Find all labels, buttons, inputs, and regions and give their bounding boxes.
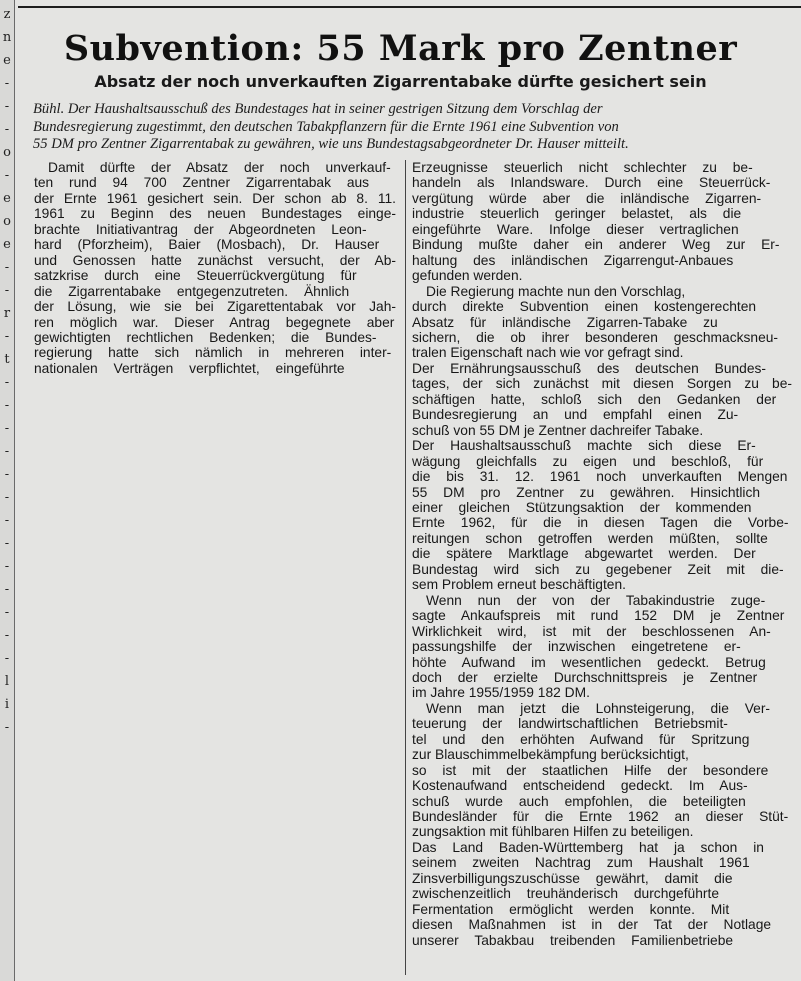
text-line: Das Land Baden-Württemberg hat ja schon in xyxy=(412,839,764,855)
text-line: Der Haushaltsausschuß machte sich diese Er- xyxy=(412,438,756,454)
margin-glyph: - xyxy=(4,99,10,114)
text-line: doch der erzielte Durchschnittspreis je Zentner xyxy=(412,669,758,685)
text-line: ren möglich war. Dieser Antrag begegnete aber xyxy=(34,314,395,330)
column-divider xyxy=(405,160,406,975)
margin-glyph: e xyxy=(3,53,11,68)
text-line: der Ernte 1961 gesichert sein. Der schon ab 8. 11. xyxy=(34,190,396,206)
text-line: gewichtigten rechtlichen Bedenken; die Bundes- xyxy=(34,329,377,345)
text-line: höhte Aufwand im wesentlichen gedeckt. Betrug xyxy=(412,654,766,670)
text-line: Erzeugnisse steuerlich nicht schlechter zu be- xyxy=(412,160,753,175)
left-column xyxy=(34,160,396,376)
text-line: so ist mit der staatlichen Hilfe der besondere xyxy=(412,762,769,778)
left-margin-strip xyxy=(0,0,15,981)
margin-glyph: - xyxy=(4,168,10,183)
text-line: Bindung mußte daher ein anderer Weg zur Er- xyxy=(412,237,780,253)
text-line: zur Blauschimmelbekämpfung berücksichtigt, xyxy=(412,747,689,763)
margin-glyph: o xyxy=(3,145,11,160)
text-line: vergütung würde aber die inländische Zigarren- xyxy=(412,190,762,206)
margin-glyph: - xyxy=(4,329,10,344)
text-line: Fermentation ermöglicht werden konnte. Mit xyxy=(412,901,730,917)
text-line: ten rund 94 700 Zentner Zigarrentabak aus xyxy=(34,175,370,191)
lead-line: Bühl. Der Haushaltsausschuß des Bundestages hat in seiner gestrigen Sitzung dem Vorschlag der xyxy=(33,101,603,117)
text-line: schuß von 55 DM je Zentner dachreifer Tabake. xyxy=(412,422,704,438)
subheadline: Absatz der noch unverkauften Zigarrentabake dürfte gesichert sein xyxy=(94,72,707,91)
text-line: passungshilfe der inzwischen eingetretene er- xyxy=(412,639,741,655)
text-line: satzkrise durch eine Steuerrückvergütung für xyxy=(34,268,357,284)
margin-glyph: - xyxy=(4,76,10,91)
text-line: sichern, die ob ihrer besonderen geschmacksneu- xyxy=(412,329,779,345)
margin-glyph: - xyxy=(4,421,10,436)
text-line: Kostenaufwand entscheidend gedeckt. Im Aus- xyxy=(412,778,748,794)
headline: Subvention: 55 Mark pro Zentner xyxy=(63,28,738,69)
text-line: reitungen schon getroffen werden müßten, sollte xyxy=(412,530,768,546)
text-line: durch direkte Subvention einen kostengerechten xyxy=(412,299,757,315)
text-line: Bundesländer für die Ernte 1962 an dieser Stüt- xyxy=(412,809,789,825)
text-line: unserer Tabakbau treibenden Familienbetriebe xyxy=(412,932,734,948)
text-line: und Genossen hatte zunächst versucht, der Ab- xyxy=(34,252,396,268)
text-line: Damit dürfte der Absatz der noch unverkauf- xyxy=(48,160,391,175)
margin-glyph: - xyxy=(4,605,10,620)
margin-glyph: - xyxy=(4,283,10,298)
text-line: tralen Eigenschaft nach wie vor gefragt sind. xyxy=(412,345,684,361)
margin-glyph: e xyxy=(3,191,11,206)
text-line: gefunden werden. xyxy=(412,268,523,284)
text-line: die spätere Marktlage abgewartet werden. Der xyxy=(412,546,756,562)
margin-glyph: r xyxy=(3,306,11,321)
margin-glyph: - xyxy=(4,651,10,666)
lead-line: 55 DM pro Zentner Zigarrentabak zu gewähren, wie uns Bundestagsabgeordneter Dr. Hauser mitteilt. xyxy=(33,136,629,152)
margin-glyph: - xyxy=(4,490,10,505)
text-line: Absatz für inländische Zigarren-Tabake zu xyxy=(412,314,718,330)
text-line: eingeführte Ware. Infolge dieser vertraglichen xyxy=(412,221,739,237)
margin-glyph: - xyxy=(4,375,10,390)
text-line: hard (Pforzheim), Baier (Mosbach), Dr. Hauser xyxy=(34,237,380,253)
text-line: schuß wurde auch empfohlen, die beteiligten xyxy=(412,793,746,809)
margin-glyph: - xyxy=(4,260,10,275)
text-line: sem Problem erneut beschäftigten. xyxy=(412,577,626,593)
text-line: der Lösung, wie sie bei Zigarettentabak vor Jah- xyxy=(34,299,396,315)
text-line: sagte Ankaufspreis mit rund 152 DM je Zentner xyxy=(412,608,785,624)
margin-glyph: - xyxy=(4,536,10,551)
right-column xyxy=(412,160,792,948)
text-line: Bundesregierung an und empfahl einen Zu- xyxy=(412,407,739,423)
margin-glyph: - xyxy=(4,582,10,597)
text-line: tel und den erhöhten Aufwand für Spritzung xyxy=(412,731,750,747)
text-line: seinem zweiten Nachtrag zum Haushalt 1961 xyxy=(412,855,750,871)
text-line: brachte Initiativantrag der Abgeordneten Leon- xyxy=(34,221,367,237)
margin-glyph: - xyxy=(4,559,10,574)
margin-glyph: n xyxy=(2,30,12,45)
text-line: 1961 zu Beginn des neuen Bundestages einge- xyxy=(34,206,396,222)
text-line: Zinsverbilligungszuschüsse gewährt, damit die xyxy=(412,870,733,886)
text-line: zungsaktion mit fühlbaren Hilfen zu beteiligen. xyxy=(412,824,694,840)
margin-glyph: i xyxy=(4,697,10,712)
margin-glyph: - xyxy=(4,628,10,643)
text-line: teuerung der landwirtschaftlichen Betriebsmit- xyxy=(412,716,728,732)
margin-glyph: - xyxy=(4,444,10,459)
text-line: zwischenzeitlich treuhänderisch durchgeführte xyxy=(412,886,719,902)
margin-glyph: - xyxy=(4,122,10,137)
text-line: diesen Maßnahmen ist in der Tat der Notlage xyxy=(412,917,772,933)
margin-glyph: - xyxy=(4,720,10,735)
margin-glyph: - xyxy=(4,513,10,528)
lead-paragraph xyxy=(33,101,788,154)
text-line: Der Ernährungsausschuß des deutschen Bundes- xyxy=(412,360,767,376)
text-line: Wenn man jetzt die Lohnsteigerung, die Ver- xyxy=(426,700,771,716)
top-rule xyxy=(18,6,801,8)
text-line: im Jahre 1955/1959 182 DM. xyxy=(412,685,590,701)
margin-glyph: - xyxy=(4,467,10,482)
text-line: regierung hatte sich nämlich in mehreren inter- xyxy=(34,345,392,361)
text-line: wägung gleichfalls zu eigen und beschloß, für xyxy=(412,453,764,469)
text-line: Bundestag wird sich zu gegebener Zeit mit die- xyxy=(412,561,784,577)
text-line: Die Regierung machte nun den Vorschlag, xyxy=(426,283,686,299)
text-line: haltung des inländischen Zigarrengut-Anbaues xyxy=(412,252,734,268)
text-line: Ernte 1962, für die in diesen Tagen die Vorbe- xyxy=(412,515,789,531)
text-line: nationalen Verträgen verpflichtet, eingeführte xyxy=(34,360,345,376)
text-line: einer gleichen Stützungsaktion der kommenden xyxy=(412,499,752,515)
text-line: die Zigarrentabake entgegenzutreten. Ähnlich xyxy=(34,283,350,299)
margin-glyph: e xyxy=(3,237,11,252)
lead-line: Bundesregierung zugestimmt, den deutschen Tabakpflanzern für die Ernte 1961 eine Subvention von xyxy=(33,118,619,135)
text-line: schäftigen hatte, schloß sich den Gedanken der xyxy=(412,391,777,407)
margin-glyph: - xyxy=(4,398,10,413)
text-line: tages, der sich zunächst mit diesen Sorgen zu be- xyxy=(412,376,792,392)
margin-glyph: l xyxy=(4,674,10,689)
text-line: Wirklichkeit wird, ist mit der beschlossenen An- xyxy=(412,623,771,639)
margin-glyph: t xyxy=(4,352,10,367)
margin-glyph: z xyxy=(3,7,11,22)
text-line: 55 DM pro Zentner zu gewähren. Hinsichtlich xyxy=(412,484,761,500)
text-line: Wenn nun der von der Tabakindustrie zuge- xyxy=(426,592,766,608)
text-line: die bis 31. 12. 1961 noch unverkauften Mengen xyxy=(412,469,788,485)
text-line: industrie steuerlich geringer belastet, als die xyxy=(412,206,742,222)
margin-glyph: o xyxy=(3,214,11,229)
text-line: handeln als Inlandsware. Durch eine Steuerrück- xyxy=(412,175,771,191)
